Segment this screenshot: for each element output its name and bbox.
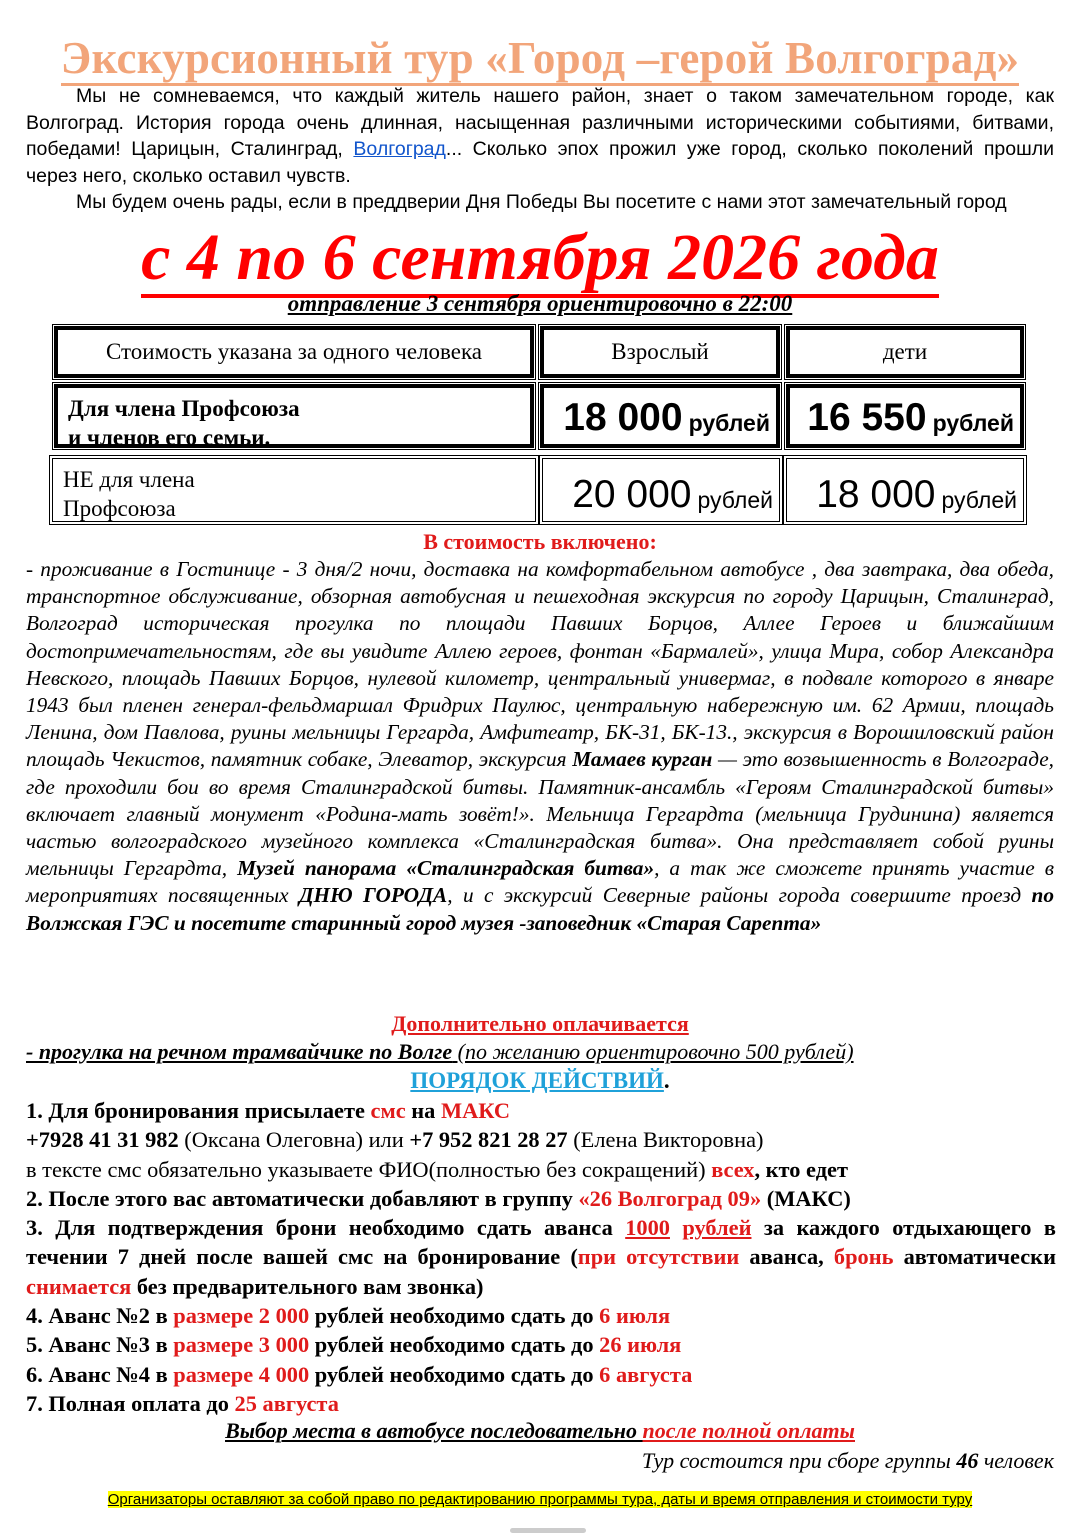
price-member-child: 16 550 рублей (786, 384, 1024, 448)
price-row-nonmember-label: НЕ для члена Профсоюза (52, 458, 536, 522)
step-2: 2. После этого вас автоматически добавляют в группу «26 Волгоград 09» (МАКС) (26, 1185, 851, 1211)
included-title: В стоимость включено: (423, 529, 657, 554)
volgograd-link[interactable]: Волгоград (353, 138, 446, 160)
departure-info: отправление 3 сентября ориентировочно в 22:00 (287, 291, 793, 316)
extra-payment-title: Дополнительно оплачивается (391, 1011, 689, 1036)
step-3: 3. Для подтверждения брони необходимо сдать аванса 1000 рублей за каждого отдыхающего в течении 7 дней после вашей смс на бронирование (при отсутствии аванса, бронь автоматически снимается без предварительного вам звонка) (26, 1215, 1056, 1299)
step-7: 7. Полная оплата до 25 августа (26, 1390, 339, 1416)
scroll-indicator[interactable] (510, 1528, 586, 1533)
step-5: 5. Аванс №3 в размере 3 000 рублей необходимо сдать до 26 июля (26, 1332, 682, 1358)
seat-selection-note: Выбор места в автобусе последовательно после полной оплаты (225, 1418, 855, 1443)
step-6: 6. Аванс №4 в размере 4 000 рублей необходимо сдать до 6 августа (26, 1361, 693, 1387)
price-row-member-label: Для члена Профсоюза и членов его семьи. (54, 384, 534, 448)
intro-text (26, 83, 1054, 216)
tour-dates: с 4 по 6 сентября 2026 года (0, 220, 1080, 296)
order-steps (26, 1096, 1056, 1418)
intro-paragraph-2: Мы будем очень рады, если в преддверии Дня Победы Вы посетите с нами этот замечательный город (76, 191, 1007, 213)
price-header-desc: Стоимость указана за одного человека (54, 326, 534, 378)
price-member-adult: 18 000 рублей (540, 384, 780, 448)
order-title: ПОРЯДОК ДЕЙСТВИЙ. (410, 1068, 670, 1093)
intro-paragraph-1: Мы не сомневаемся, что каждый житель нашего район, знает о таком замечательном городе, как Волгоград. История города очень длинная, насыщенная различными историческими событиями, битвами, победами! Царицын, Сталинград, Волгоград... Сколько эпох прожил уже город, сколько поколений прошли через него, сколько оставил чувств. (26, 85, 1054, 187)
price-nonmember-adult: 20 000 рублей (542, 458, 780, 522)
included-description: - проживание в Гостинице - 3 дня/2 ночи, доставка на комфортабельном автобусе , два завтрака, два обеда, транспортное обслуживание, обзорная автобусная и пешеходная экскурсия по городу Царицын, Сталинград, Волгоград историческая прогулка по площади Павших Борцов, Аллее Героев и ближайшим достопримечательностям, где вы увидите Аллею героев, фонтан «Бармалей», улица Мира, собор Александра Невского, площадь Павших Борцов, нулевой километр, центральный универмаг, в подвале которого в январе 1943 был пленен генерал-фельдмаршал Фридрих Паулюс, центральную набережную им. 62 Армии, площадь Ленина, дом Павлова, руины мельницы Гергарда, Амфитеатр, БК-31, БК-13., экскурсия в Ворошиловский район площадь Чекистов, памятник собаке, Элеватор, экскурсия Мамаев курган — это возвышенность в Волгограде, где проходили бои во время Сталинградской битвы. Памятник-ансамбль «Героям Сталинградской битвы» включает главный монумент «Родина-мать зовёт!». Мельница Гергардта (мельница Грудинина) является частью волгоградского музейного комплекса «Сталинградская битва». Она представляет собой руины мельницы Гергардта, Музей панорама «Сталинградская битва», а так же сможете принять участие в мероприятиях посвященных ДНЮ ГОРОДА, и с экскурсий Северные районы города совершите проезд по Волжская ГЭС и посетите старинный город музея -заповедник «Старая Сарепта» (26, 557, 1055, 935)
step-1-note: в тексте смс обязательно указываете ФИО(полностью без сокращений) всех, кто едет (26, 1156, 848, 1182)
price-header-child: дети (786, 326, 1024, 378)
price-header-adult: Взрослый (540, 326, 780, 378)
price-table (46, 318, 1032, 526)
step-1-phones: +7928 41 31 982 (Оксана Олеговна) или +7 952 821 28 27 (Елена Викторовна) (26, 1127, 764, 1153)
step-1: 1. Для бронирования присылаете смс на МАКС (26, 1098, 511, 1123)
price-nonmember-child: 18 000 рублей (786, 458, 1024, 522)
extra-payment-item: - прогулка на речном трамвайчике по Волге (по желанию ориентировочно 500 рублей) (26, 1039, 854, 1064)
group-size-note: Тур состоится при сборе группы 46 человек (641, 1448, 1054, 1473)
organizers-disclaimer: Организаторы оставляют за собой право по редактированию программы тура, даты и время отправления и стоимости туру (107, 1491, 973, 1508)
tour-title: Экскурсионный тур «Город –герой Волгоград» (0, 30, 1080, 86)
step-4: 4. Аванс №2 в размере 2 000 рублей необходимо сдать до 6 июля (26, 1303, 671, 1329)
